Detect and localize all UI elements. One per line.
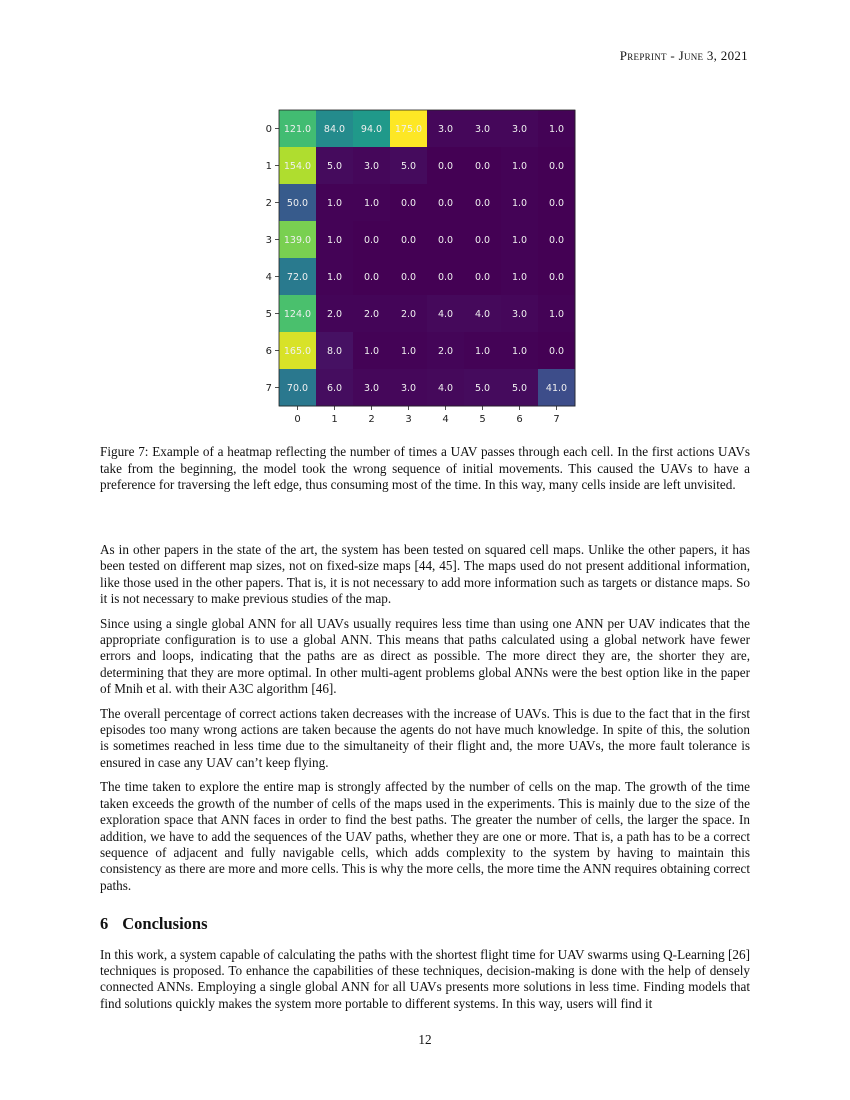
section-heading bbox=[100, 916, 750, 932]
cell-label: 175.0 bbox=[394, 124, 423, 135]
cell-label: 50.0 bbox=[286, 198, 309, 209]
cell-label: 5.0 bbox=[326, 161, 343, 172]
cell-label: 1.0 bbox=[474, 346, 491, 357]
cell-label: 0.0 bbox=[474, 235, 491, 246]
paragraph: The overall percentage of correct actions taken decreases with the increase of UAVs. This is due to the fact that in the first episodes too many wrong actions are taken because the agents do not have much knowledge. In spite of this, the solution is sometimes reached in less time due to the simultaneity of their flight and, the more UAVs, the more fault tolerance is ensured in case any UAV can’t keep flying. bbox=[100, 705, 750, 770]
cell-label: 1.0 bbox=[511, 346, 528, 357]
cell-label: 2.0 bbox=[437, 346, 454, 357]
cell-label: 70.0 bbox=[286, 383, 309, 394]
cell-label: 1.0 bbox=[511, 198, 528, 209]
x-tick-label: 2 bbox=[368, 414, 375, 425]
x-tick-label: 7 bbox=[553, 414, 560, 425]
cell-label: 0.0 bbox=[400, 235, 417, 246]
cell-label: 0.0 bbox=[400, 198, 417, 209]
cell-label: 124.0 bbox=[283, 309, 312, 320]
paragraph: In this work, a system capable of calculating the paths with the shortest flight time for UAV swarms using Q-Learning [26] techniques is proposed. To enhance the capabilities of these techniques, decision-making is done with the help of densely connected ANNs. Employing a single global ANN for all UAVs presents more solutions in less time. Finding models that find solutions quickly makes the system more portable to different systems. In this way, users will find it bbox=[100, 946, 750, 1011]
x-tick-label: 0 bbox=[294, 414, 301, 425]
cell-label: 0.0 bbox=[437, 161, 454, 172]
cell-label: 0.0 bbox=[363, 272, 380, 283]
cell-label: 1.0 bbox=[400, 346, 417, 357]
cell-label: 1.0 bbox=[548, 309, 565, 320]
cell-label: 0.0 bbox=[548, 235, 565, 246]
cell-label: 0.0 bbox=[437, 198, 454, 209]
y-tick-label: 4 bbox=[265, 272, 272, 283]
cell-label: 3.0 bbox=[511, 124, 528, 135]
page-number: 12 bbox=[418, 1032, 432, 1047]
cell-label: 3.0 bbox=[400, 383, 417, 394]
cell-label: 0.0 bbox=[548, 346, 565, 357]
running-header: Preprint - June 3, 2021 bbox=[619, 48, 748, 63]
cell-label: 8.0 bbox=[326, 346, 343, 357]
x-tick-label: 4 bbox=[442, 414, 449, 425]
y-tick-label: 5 bbox=[265, 309, 272, 320]
section-title: Conclusions bbox=[122, 914, 208, 934]
cell-label: 0.0 bbox=[363, 235, 380, 246]
cell-label: 2.0 bbox=[400, 309, 417, 320]
cell-label: 0.0 bbox=[548, 272, 565, 283]
cell-label: 0.0 bbox=[400, 272, 417, 283]
cell-label: 0.0 bbox=[437, 272, 454, 283]
y-tick-label: 7 bbox=[265, 383, 272, 394]
y-tick-label: 1 bbox=[265, 161, 272, 172]
y-tick-label: 6 bbox=[265, 346, 272, 357]
cell-label: 2.0 bbox=[363, 309, 380, 320]
cell-label: 3.0 bbox=[474, 124, 491, 135]
cell-label: 0.0 bbox=[548, 198, 565, 209]
cell-label: 0.0 bbox=[548, 161, 565, 172]
cell-label: 3.0 bbox=[363, 383, 380, 394]
cell-label: 1.0 bbox=[511, 235, 528, 246]
cell-label: 1.0 bbox=[326, 198, 343, 209]
cell-label: 1.0 bbox=[363, 198, 380, 209]
cell-label: 1.0 bbox=[326, 272, 343, 283]
body-text bbox=[100, 542, 750, 1020]
cell-label: 0.0 bbox=[474, 161, 491, 172]
cell-label: 0.0 bbox=[474, 272, 491, 283]
cell-label: 2.0 bbox=[326, 309, 343, 320]
cell-label: 84.0 bbox=[323, 124, 346, 135]
cell-label: 41.0 bbox=[545, 383, 568, 394]
cell-label: 139.0 bbox=[283, 235, 312, 246]
x-tick-label: 1 bbox=[331, 414, 338, 425]
cell-label: 0.0 bbox=[474, 198, 491, 209]
x-tick-label: 3 bbox=[405, 414, 412, 425]
section-number: 6 bbox=[100, 914, 109, 934]
cell-label: 1.0 bbox=[326, 235, 343, 246]
cell-label: 72.0 bbox=[286, 272, 309, 283]
cell-label: 5.0 bbox=[511, 383, 528, 394]
cell-label: 4.0 bbox=[474, 309, 491, 320]
cell-label: 1.0 bbox=[511, 161, 528, 172]
cell-label: 121.0 bbox=[283, 124, 312, 135]
x-tick-label: 5 bbox=[479, 414, 486, 425]
cell-label: 3.0 bbox=[437, 124, 454, 135]
paragraph: Since using a single global ANN for all UAVs usually requires less time than using one ANN per UAV indicates that the appropriate configuration is to use a global ANN. This means that paths calculated using a global network have fewer errors and loops, indicating that the paths are as direct as possible. The more direct they are, the shorter they are, determining that they are more optimal. In other multi-agent problems global ANNs were the best option like in the paper of Mnih et al. with their A3C algorithm [46]. bbox=[100, 615, 750, 697]
paragraph: The time taken to explore the entire map is strongly affected by the number of cells on the map. The growth of the time taken exceeds the growth of the number of cells of the maps used in the experiments. This is mainly due to the size of the exploration space that ANN faces in order to find the best paths. The greater the number of cells, the larger the space. In addition, we have to add the sequences of the UAV paths, whether they are one or more. That is, a path has to be a correct sequence of adjacent and fully navigable cells, which adds complexity to the system by having to maintain this consistency as there are more and more cells. This is why the more cells, the more time the ANN requires obtaining correct paths. bbox=[100, 779, 750, 893]
cell-label: 5.0 bbox=[400, 161, 417, 172]
x-tick-label: 6 bbox=[516, 414, 523, 425]
cell-label: 1.0 bbox=[511, 272, 528, 283]
cell-label: 165.0 bbox=[283, 346, 312, 357]
cell-label: 6.0 bbox=[326, 383, 343, 394]
cell-label: 4.0 bbox=[437, 383, 454, 394]
figure-caption: Figure 7: Example of a heatmap reflecting the number of times a UAV passes through each cell. In the first actions UAVs take from the beginning, the model took the wrong sequence of initial movements. This caused the UAVs to have a preference for traversing the left edge, thus consuming most of the time. In this way, many cells inside are left unvisited. bbox=[100, 444, 750, 492]
y-tick-label: 0 bbox=[265, 124, 272, 135]
y-tick-label: 3 bbox=[265, 235, 272, 246]
cell-label: 1.0 bbox=[363, 346, 380, 357]
paragraph: As in other papers in the state of the art, the system has been tested on squared cell maps. Unlike the other papers, it has been tested on different map sizes, not on fixed-size maps [44, 45]. The maps used do not present additional information, like those used in the other papers. That is, it is not necessary to add more information such as targets or distance maps. So it is not necessary to make previous studies of the map. bbox=[100, 542, 750, 607]
cell-label: 5.0 bbox=[474, 383, 491, 394]
cell-label: 4.0 bbox=[437, 309, 454, 320]
cell-label: 0.0 bbox=[437, 235, 454, 246]
heatmap-figure bbox=[250, 100, 590, 430]
cell-label: 154.0 bbox=[283, 161, 312, 172]
cell-label: 3.0 bbox=[363, 161, 380, 172]
cell-label: 1.0 bbox=[548, 124, 565, 135]
cell-label: 94.0 bbox=[360, 124, 383, 135]
y-tick-label: 2 bbox=[265, 198, 272, 209]
cell-label: 3.0 bbox=[511, 309, 528, 320]
